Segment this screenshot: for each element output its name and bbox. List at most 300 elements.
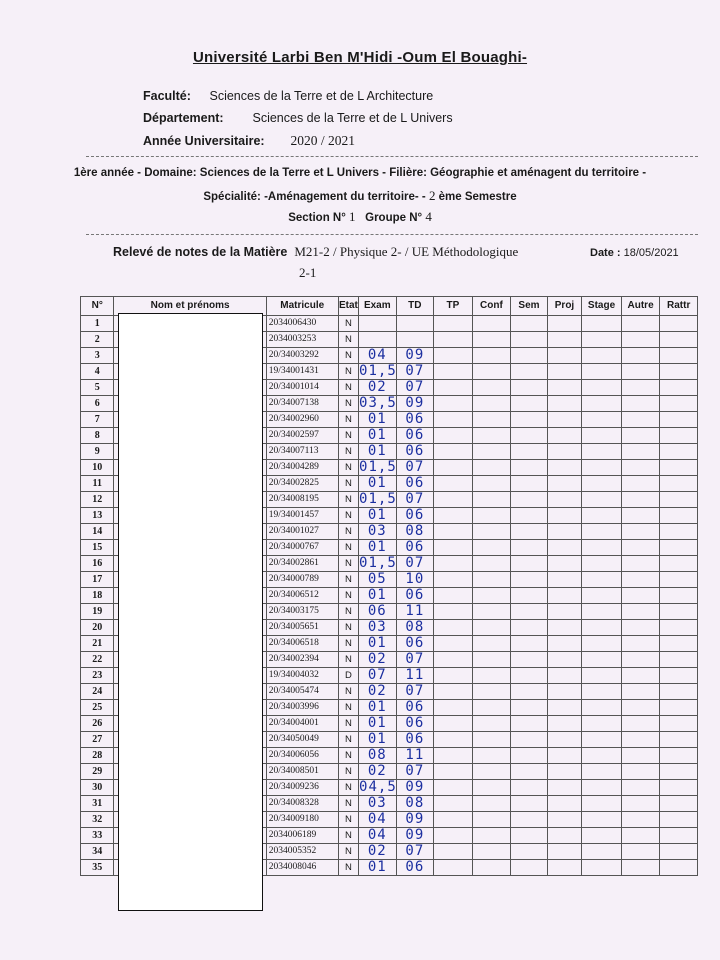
matricule-cell: 20/34005474 <box>266 684 338 700</box>
proj-cell <box>547 828 582 844</box>
tp-cell <box>434 380 473 396</box>
rattr-cell <box>660 476 698 492</box>
proj-cell <box>547 668 582 684</box>
exam-grade-cell: 01,5 <box>359 555 397 571</box>
row-number: 22 <box>81 652 114 668</box>
sem-cell <box>511 652 548 668</box>
autre-cell <box>621 700 660 716</box>
td-grade-cell: 09 <box>396 396 434 412</box>
matricule-cell: 20/34007138 <box>266 396 338 412</box>
conf-cell <box>472 812 511 828</box>
autre-cell <box>621 364 660 380</box>
tp-cell <box>434 588 473 604</box>
etat-cell: N <box>338 748 358 764</box>
td-grade-cell: 06 <box>396 428 434 444</box>
stage-cell <box>582 764 622 780</box>
conf-cell <box>472 764 511 780</box>
td-grade-cell: 08 <box>396 796 434 812</box>
matricule-cell: 20/34004001 <box>266 716 338 732</box>
stage-cell <box>582 620 622 636</box>
etat-cell: N <box>338 316 358 332</box>
proj-cell <box>547 428 582 444</box>
rattr-cell <box>660 332 698 348</box>
rattr-cell <box>660 348 698 364</box>
tp-cell <box>434 412 473 428</box>
column-header: Sem <box>511 297 548 316</box>
stage-cell <box>582 380 622 396</box>
conf-cell <box>472 348 511 364</box>
sem-cell <box>511 636 548 652</box>
autre-cell <box>621 716 660 732</box>
td-grade-cell: 09 <box>396 828 434 844</box>
td-grade-cell: 07 <box>396 492 434 508</box>
matricule-cell: 20/34003292 <box>266 348 338 364</box>
autre-cell <box>621 604 660 620</box>
exam-grade-cell: 01 <box>359 732 397 748</box>
row-number: 34 <box>81 844 114 860</box>
rattr-cell <box>660 540 698 556</box>
row-number: 28 <box>81 748 114 764</box>
matricule-cell: 20/34008195 <box>266 492 338 508</box>
exam-grade-cell: 01 <box>359 860 397 876</box>
matricule-cell: 2034006430 <box>266 316 338 332</box>
conf-cell <box>472 556 511 572</box>
exam-grade-cell <box>359 316 397 332</box>
conf-cell <box>472 732 511 748</box>
stage-cell <box>582 860 622 876</box>
row-number: 21 <box>81 636 114 652</box>
proj-cell <box>547 444 582 460</box>
rattr-cell <box>660 508 698 524</box>
td-grade-cell: 07 <box>396 364 434 380</box>
etat-cell: N <box>338 732 358 748</box>
rattr-cell <box>660 796 698 812</box>
rattr-cell <box>660 524 698 540</box>
departement-value: Sciences de la Terre et de L Univers <box>252 111 453 125</box>
stage-cell <box>582 604 622 620</box>
stage-cell <box>582 668 622 684</box>
matricule-cell: 20/34008328 <box>266 796 338 812</box>
proj-cell <box>547 316 582 332</box>
stage-cell <box>582 348 622 364</box>
groupe-value: 4 <box>425 209 432 224</box>
stage-cell <box>582 572 622 588</box>
sem-cell <box>511 380 548 396</box>
stage-cell <box>582 828 622 844</box>
sem-cell <box>511 796 548 812</box>
row-number: 25 <box>81 700 114 716</box>
etat-cell: N <box>338 604 358 620</box>
autre-cell <box>621 492 660 508</box>
row-number: 23 <box>81 668 114 684</box>
date-label: Date : <box>590 247 621 259</box>
conf-cell <box>472 396 511 412</box>
exam-grade-cell: 01 <box>359 476 397 492</box>
proj-cell <box>547 476 582 492</box>
sem-cell <box>511 316 548 332</box>
conf-cell <box>472 684 511 700</box>
annee-label: Année Universitaire: <box>143 134 265 148</box>
conf-cell <box>472 316 511 332</box>
etat-cell: N <box>338 540 358 556</box>
tp-cell <box>434 460 473 476</box>
annee-value: 2020 / 2021 <box>290 133 355 148</box>
rattr-cell <box>660 668 698 684</box>
autre-cell <box>621 668 660 684</box>
tp-cell <box>434 636 473 652</box>
proj-cell <box>547 604 582 620</box>
sem-cell <box>511 556 548 572</box>
exam-grade-cell: 01 <box>359 508 397 524</box>
rattr-cell <box>660 636 698 652</box>
exam-grade-cell: 01 <box>359 588 397 604</box>
etat-cell: N <box>338 524 358 540</box>
matricule-cell: 20/34009236 <box>266 780 338 796</box>
etat-cell: N <box>338 364 358 380</box>
rattr-cell <box>660 780 698 796</box>
proj-cell <box>547 636 582 652</box>
proj-cell <box>547 588 582 604</box>
autre-cell <box>621 732 660 748</box>
sem-cell <box>511 540 548 556</box>
etat-cell: N <box>338 764 358 780</box>
matricule-cell: 20/34000789 <box>266 572 338 588</box>
exam-grade-cell: 08 <box>359 748 397 764</box>
stage-cell <box>582 396 622 412</box>
proj-cell <box>547 572 582 588</box>
conf-cell <box>472 492 511 508</box>
exam-grade-cell: 06 <box>359 604 397 620</box>
row-number: 7 <box>81 412 114 428</box>
tp-cell <box>434 796 473 812</box>
tp-cell <box>434 620 473 636</box>
sem-cell <box>511 396 548 412</box>
conf-cell <box>472 444 511 460</box>
exam-grade-cell: 01 <box>359 428 397 444</box>
td-grade-cell: 11 <box>396 748 434 764</box>
autre-cell <box>621 572 660 588</box>
sem-cell <box>511 748 548 764</box>
td-grade-cell: 06 <box>396 444 434 460</box>
td-grade-cell: 06 <box>396 412 434 428</box>
rattr-cell <box>660 828 698 844</box>
rattr-cell <box>660 556 698 572</box>
conf-cell <box>472 588 511 604</box>
proj-cell <box>547 492 582 508</box>
row-number: 33 <box>81 828 114 844</box>
exam-grade-cell: 07 <box>359 668 397 684</box>
tp-cell <box>434 492 473 508</box>
row-number: 27 <box>81 732 114 748</box>
matricule-cell: 20/34002825 <box>266 476 338 492</box>
proj-cell <box>547 556 582 572</box>
stage-cell <box>582 716 622 732</box>
row-number: 24 <box>81 684 114 700</box>
proj-cell <box>547 348 582 364</box>
exam-grade-cell: 01 <box>359 444 397 460</box>
autre-cell <box>621 556 660 572</box>
etat-cell: N <box>338 380 358 396</box>
matricule-cell: 20/34002394 <box>266 652 338 668</box>
rattr-cell <box>660 412 698 428</box>
conf-cell <box>472 380 511 396</box>
sem-cell <box>511 348 548 364</box>
matricule-cell: 20/34006512 <box>266 588 338 604</box>
autre-cell <box>621 524 660 540</box>
section-line <box>0 209 720 225</box>
specialite-line <box>0 188 720 204</box>
proj-cell <box>547 620 582 636</box>
stage-cell <box>582 636 622 652</box>
td-grade-cell: 09 <box>396 812 434 828</box>
row-number: 32 <box>81 812 114 828</box>
etat-cell: N <box>338 492 358 508</box>
row-number: 2 <box>81 332 114 348</box>
tp-cell <box>434 844 473 860</box>
autre-cell <box>621 540 660 556</box>
conf-cell <box>472 332 511 348</box>
rattr-cell <box>660 428 698 444</box>
exam-grade-cell: 02 <box>359 652 397 668</box>
departement-row <box>143 111 453 125</box>
autre-cell <box>621 444 660 460</box>
rattr-cell <box>660 316 698 332</box>
rattr-cell <box>660 492 698 508</box>
td-grade-cell: 06 <box>396 588 434 604</box>
stage-cell <box>582 748 622 764</box>
rattr-cell <box>660 844 698 860</box>
matricule-cell: 20/34009180 <box>266 812 338 828</box>
semestre-number: 2 <box>428 188 436 203</box>
exam-grade-cell: 03 <box>359 620 397 636</box>
rattr-cell <box>660 860 698 876</box>
tp-cell <box>434 812 473 828</box>
etat-cell: N <box>338 588 358 604</box>
conf-cell <box>472 604 511 620</box>
sem-cell <box>511 716 548 732</box>
departement-label: Département: <box>143 111 224 125</box>
proj-cell <box>547 508 582 524</box>
matricule-cell: 20/34050049 <box>266 732 338 748</box>
matricule-cell: 20/34007113 <box>266 444 338 460</box>
rattr-cell <box>660 396 698 412</box>
exam-grade-cell: 01 <box>359 540 397 556</box>
rattr-cell <box>660 684 698 700</box>
stage-cell <box>582 844 622 860</box>
conf-cell <box>472 540 511 556</box>
tp-cell <box>434 732 473 748</box>
exam-grade-cell: 02 <box>359 684 397 700</box>
autre-cell <box>621 588 660 604</box>
td-grade-cell: 08 <box>396 524 434 540</box>
rattr-cell <box>660 812 698 828</box>
etat-cell: N <box>338 460 358 476</box>
row-number: 19 <box>81 604 114 620</box>
td-grade-cell: 07 <box>396 844 434 860</box>
sem-cell <box>511 732 548 748</box>
exam-grade-cell: 02 <box>359 380 397 396</box>
td-grade-cell: 07 <box>396 380 434 396</box>
tp-cell <box>434 524 473 540</box>
td-grade-cell: 11 <box>396 668 434 684</box>
sem-cell <box>511 444 548 460</box>
exam-grade-cell: 01 <box>359 636 397 652</box>
etat-cell: N <box>338 780 358 796</box>
matricule-cell: 20/34005651 <box>266 620 338 636</box>
etat-cell: N <box>338 716 358 732</box>
rattr-cell <box>660 764 698 780</box>
sem-cell <box>511 780 548 796</box>
conf-cell <box>472 700 511 716</box>
rattr-cell <box>660 380 698 396</box>
autre-cell <box>621 652 660 668</box>
etat-cell: N <box>338 332 358 348</box>
conf-cell <box>472 748 511 764</box>
sem-cell <box>511 492 548 508</box>
sem-cell <box>511 684 548 700</box>
conf-cell <box>472 508 511 524</box>
separator-mid <box>86 234 698 235</box>
tp-cell <box>434 828 473 844</box>
row-number: 5 <box>81 380 114 396</box>
td-grade-cell: 06 <box>396 540 434 556</box>
sem-cell <box>511 700 548 716</box>
proj-cell <box>547 796 582 812</box>
conf-cell <box>472 412 511 428</box>
faculte-label: Faculté: <box>143 89 191 103</box>
matricule-cell: 2034008046 <box>266 860 338 876</box>
sem-cell <box>511 668 548 684</box>
etat-cell: N <box>338 556 358 572</box>
proj-cell <box>547 412 582 428</box>
sem-cell <box>511 460 548 476</box>
rattr-cell <box>660 444 698 460</box>
tp-cell <box>434 396 473 412</box>
sem-cell <box>511 860 548 876</box>
matricule-cell: 20/34008501 <box>266 764 338 780</box>
etat-cell: N <box>338 636 358 652</box>
conf-cell <box>472 524 511 540</box>
etat-cell: N <box>338 444 358 460</box>
stage-cell <box>582 508 622 524</box>
row-number: 1 <box>81 316 114 332</box>
column-header: Proj <box>547 297 582 316</box>
tp-cell <box>434 604 473 620</box>
etat-cell: N <box>338 620 358 636</box>
rattr-cell <box>660 604 698 620</box>
proj-cell <box>547 732 582 748</box>
proj-cell <box>547 844 582 860</box>
matricule-cell: 2034005352 <box>266 844 338 860</box>
rattr-cell <box>660 620 698 636</box>
matricule-cell: 19/34001457 <box>266 508 338 524</box>
sem-cell <box>511 364 548 380</box>
autre-cell <box>621 396 660 412</box>
releve-label: Relevé de notes de la Matière <box>113 245 288 259</box>
etat-cell: N <box>338 828 358 844</box>
row-number: 26 <box>81 716 114 732</box>
tp-cell <box>434 700 473 716</box>
proj-cell <box>547 684 582 700</box>
rattr-cell <box>660 732 698 748</box>
conf-cell <box>472 476 511 492</box>
rattr-cell <box>660 588 698 604</box>
etat-cell: N <box>338 348 358 364</box>
releve-line <box>113 244 518 260</box>
tp-cell <box>434 652 473 668</box>
row-number: 31 <box>81 796 114 812</box>
stage-cell <box>582 444 622 460</box>
matricule-cell: 2034003253 <box>266 332 338 348</box>
row-number: 11 <box>81 476 114 492</box>
autre-cell <box>621 828 660 844</box>
etat-cell: N <box>338 476 358 492</box>
etat-cell: N <box>338 396 358 412</box>
row-number: 16 <box>81 556 114 572</box>
exam-grade-cell: 02 <box>359 764 397 780</box>
proj-cell <box>547 540 582 556</box>
column-header: Autre <box>621 297 660 316</box>
separator-top <box>86 156 698 157</box>
semestre-label: ème Semestre <box>435 191 517 203</box>
annee-row <box>143 133 355 149</box>
tp-cell <box>434 748 473 764</box>
rattr-cell <box>660 700 698 716</box>
row-number: 12 <box>81 492 114 508</box>
date-value: 18/05/2021 <box>623 247 679 259</box>
autre-cell <box>621 316 660 332</box>
column-header: Exam <box>359 297 397 316</box>
exam-grade-cell: 03 <box>359 524 397 540</box>
proj-cell <box>547 652 582 668</box>
matricule-cell: 20/34002861 <box>266 556 338 572</box>
exam-grade-cell: 01,5 <box>359 491 397 507</box>
stage-cell <box>582 476 622 492</box>
tp-cell <box>434 716 473 732</box>
program-line: 1ère année - Domaine: Sciences de la Terre et L Univers - Filière: Géographie et aménagent du territoire - <box>73 167 647 179</box>
sem-cell <box>511 428 548 444</box>
proj-cell <box>547 700 582 716</box>
sem-cell <box>511 524 548 540</box>
stage-cell <box>582 812 622 828</box>
stage-cell <box>582 364 622 380</box>
proj-cell <box>547 716 582 732</box>
stage-cell <box>582 780 622 796</box>
sem-cell <box>511 844 548 860</box>
td-grade-cell: 07 <box>396 460 434 476</box>
stage-cell <box>582 700 622 716</box>
proj-cell <box>547 748 582 764</box>
etat-cell: N <box>338 796 358 812</box>
td-grade-cell: 08 <box>396 620 434 636</box>
stage-cell <box>582 540 622 556</box>
rattr-cell <box>660 460 698 476</box>
rattr-cell <box>660 572 698 588</box>
conf-cell <box>472 460 511 476</box>
matricule-cell: 20/34002597 <box>266 428 338 444</box>
conf-cell <box>472 716 511 732</box>
stage-cell <box>582 796 622 812</box>
matricule-cell: 20/34003175 <box>266 604 338 620</box>
etat-cell: N <box>338 844 358 860</box>
exam-grade-cell <box>359 332 397 348</box>
td-grade-cell: 09 <box>396 348 434 364</box>
row-number: 15 <box>81 540 114 556</box>
stage-cell <box>582 732 622 748</box>
stage-cell <box>582 492 622 508</box>
td-grade-cell: 06 <box>396 860 434 876</box>
autre-cell <box>621 412 660 428</box>
